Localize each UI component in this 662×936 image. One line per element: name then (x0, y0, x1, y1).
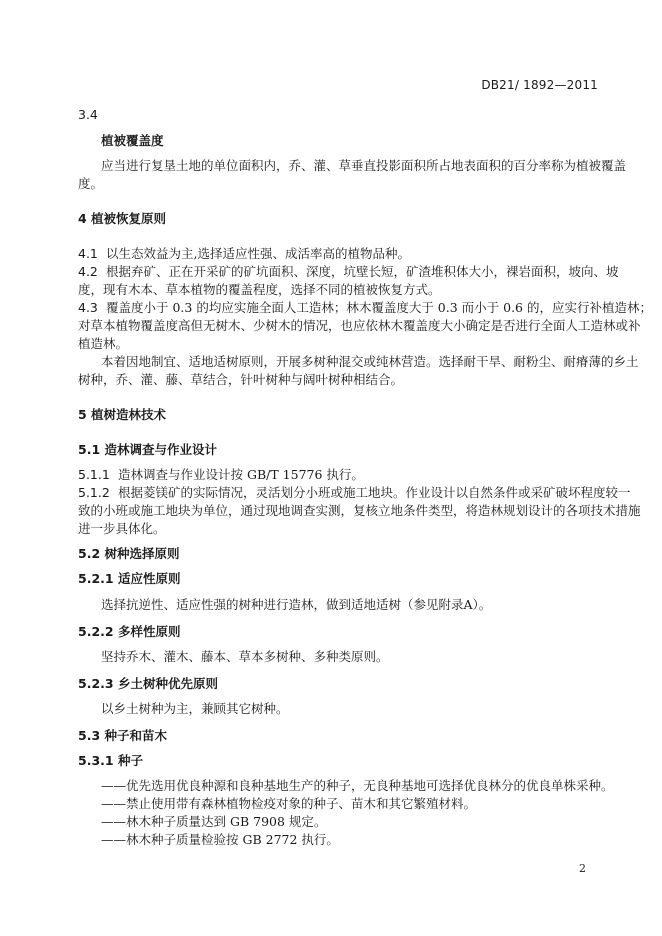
clause-text: 造林调查与作业设计按 GB/T 15776 执行。 (118, 467, 364, 482)
clause-text: 根据菱镁矿的实际情况，灵活划分小班或施工地块。作业设计以自然条件或采矿破坏程度较一 (118, 485, 631, 500)
paragraph-line: 本着因地制宜、适地适树原则，开展多树种混交或纯林营造。选择耐干旱、耐粉尘、耐瘠薄的乡土 (101, 354, 639, 369)
clause-4-1 (78, 245, 410, 263)
clause-5-1-2-cont: 进一步具体化。 (78, 521, 166, 536)
section-5-heading: 5 植树造林技术 (78, 407, 167, 422)
page-number: 2 (579, 862, 586, 875)
clause-4-2-cont: 度，现有木本、草本植物的覆盖程度，选择不同的植被恢复方式。 (78, 282, 441, 297)
clause-text: 覆盖度小于 0.3 的均应实施全面人工造林；林木覆盖度大于 0.3 而小于 0.6 的，应实行补植造林； (106, 300, 652, 315)
clause-5-1-2 (78, 484, 631, 502)
paragraph-line: 选择抗逆性、适应性强的树种进行造林，做到适地适树（参见附录A）。 (101, 597, 492, 612)
clause-number-3-4: 3.4 (78, 107, 98, 122)
standard-code: DB21/ 1892—2011 (481, 78, 598, 92)
dash-list-item: ——林木种子质量检验按 GB 2772 执行。 (101, 832, 339, 847)
subsection-5-2-heading: 5.2 树种选择原则 (78, 546, 180, 561)
clause-number: 4.3 (78, 300, 98, 315)
term-title: 植被覆盖度 (101, 133, 164, 148)
subsection-5-2-3-heading: 5.2.3 乡土树种优先原则 (78, 676, 218, 691)
paragraph-line: 以乡土树种为主，兼顾其它树种。 (101, 701, 289, 716)
clause-number: 4.2 (78, 264, 98, 279)
clause-4-3-cont: 对草本植物覆盖度高但无树木、少树木的情况，也应依林木覆盖度大小确定是否进行全面人工造林或补 (78, 318, 641, 333)
paragraph-line: 树种，乔、灌、藤、草结合，针叶树种与阔叶树种相结合。 (78, 372, 404, 387)
dash-list-item: ——优先选用优良种源和良种基地生产的种子，无良种基地可选择优良林分的优良单株采种。 (101, 778, 614, 793)
clause-4-2 (78, 263, 619, 281)
clause-text: 根据弃矿、正在开采矿的矿坑面积、深度，坑壁长短，矿渣堆积体大小，裸岩面积，坡向、坡 (106, 264, 619, 279)
subsection-5-3-1-heading: 5.3.1 种子 (78, 753, 143, 768)
clause-number: 5.1.1 (78, 467, 110, 482)
clause-5-1-2-cont: 致的小班或施工地块为单位，通过现地调查实测，复核立地条件类型，将造林规划设计的各项技术措施 (78, 503, 641, 518)
paragraph-line: 坚持乔木、灌木、藤本、草本多树种、多种类原则。 (101, 649, 389, 664)
dash-list-item: ——林木种子质量达到 GB 7908 规定。 (101, 814, 327, 829)
clause-4-3-cont: 植造林。 (78, 336, 129, 351)
clause-number: 5.1.2 (78, 485, 110, 500)
subsection-5-1-heading: 5.1 造林调查与作业设计 (78, 442, 217, 457)
dash-list-item: ——禁止使用带有森林植物检疫对象的种子、苗木和其它繁殖材料。 (101, 796, 477, 811)
term-definition-line: 应当进行复垦土地的单位面积内，乔、灌、草垂直投影面积所占地表面积的百分率称为植被覆盖 (101, 158, 627, 173)
clause-text: 以生态效益为主,选择适应性强、成活率高的植物品种。 (106, 246, 410, 261)
clause-5-1-1 (78, 466, 364, 484)
subsection-5-2-2-heading: 5.2.2 多样性原则 (78, 624, 181, 639)
section-4-heading: 4 植被恢复原则 (78, 211, 167, 226)
term-definition-line: 度。 (78, 176, 104, 191)
subsection-5-2-1-heading: 5.2.1 适应性原则 (78, 571, 181, 586)
clause-4-3 (78, 299, 652, 317)
clause-number: 4.1 (78, 246, 98, 261)
subsection-5-3-heading: 5.3 种子和苗木 (78, 728, 167, 743)
